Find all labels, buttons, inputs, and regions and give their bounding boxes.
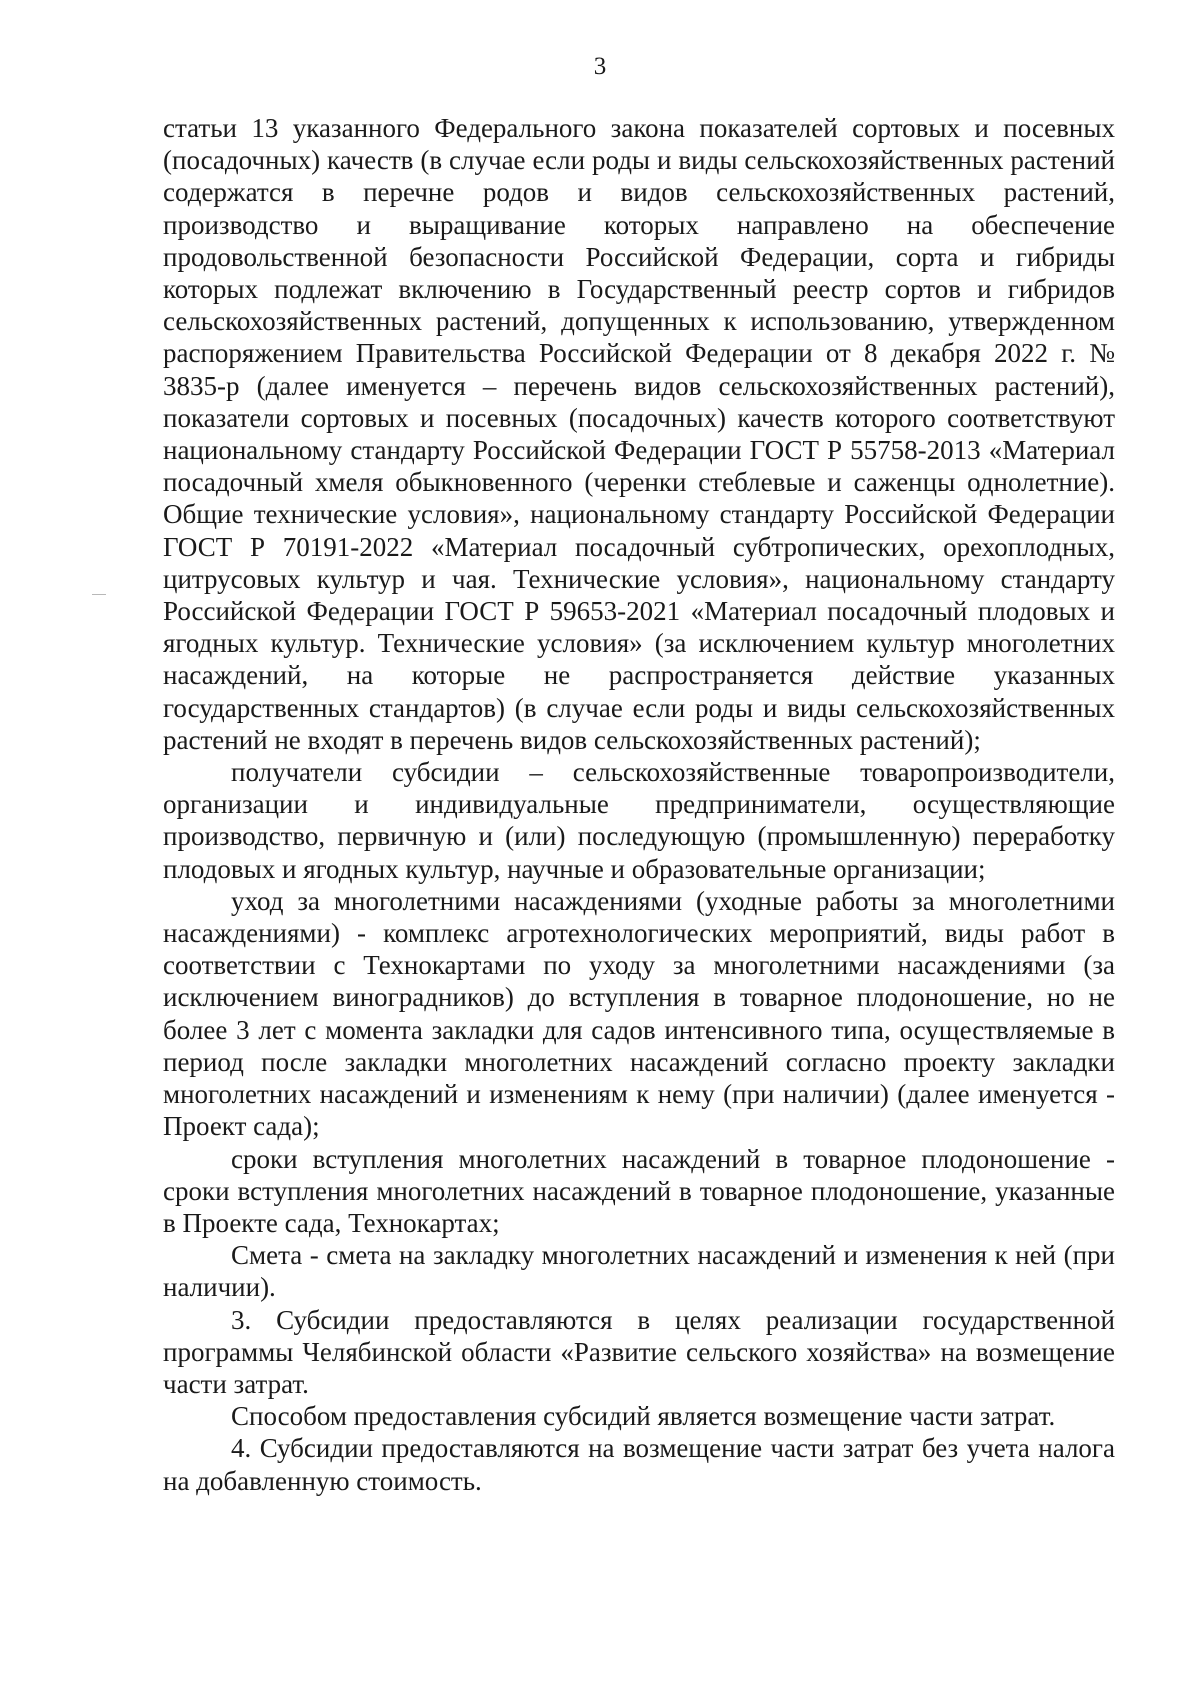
paragraph-subsidy-recipients: получатели субсидии – сельскохозяйственные товаропроизводители, организации и индивидуальные предприниматели, осуществляющие производство, первичную и (или) последующую (промышленную) переработку плодовых и ягодных культур, научные и образовательные организации; (163, 757, 1115, 884)
page-number: 3 (593, 53, 607, 80)
margin-mark (92, 594, 106, 595)
paragraph-estimate: Смета - смета на закладку многолетних насаждений и изменения к ней (при наличии). (163, 1240, 1115, 1303)
paragraph-item-4: 4. Субсидии предоставляются на возмещение части затрат без учета налога на добавленную стоимость. (163, 1433, 1115, 1496)
paragraph-method: Способом предоставления субсидий является возмещение части затрат. (231, 1401, 1056, 1432)
document-body (163, 112, 1115, 1497)
paragraph-continuation: статьи 13 указанного Федерального закона показателей сортовых и посевных (посадочных) качеств (в случае если роды и виды сельскохозяйственных растений содержатся в перечне родов и видов сельскохозяйственных растений, производство и выращивание которых направлено на обеспечение продовольственной безопасности Российской Федерации, сорта и гибриды которых подлежат включению в Государственный реестр сортов и гибридов сельскохозяйственных растений, допущенных к использованию, утвержденном распоряжением Правительства Российской Федерации от 8 декабря 2022 г. № 3835-р (далее именуется – перечень видов сельскохозяйственных растений), показатели сортовых и посевных (посадочных) качеств которого соответствуют национальному стандарту Российской Федерации ГОСТ Р 55758-2013 «Материал посадочный хмеля обыкновенного (черенки стеблевые и саженцы однолетние). Общие технические условия», национальному стандарту Российской Федерации ГОСТ Р 70191-2022 «Материал посадочный субтропических, орехоплодных, цитрусовых культур и чая. Технические условия», национальному стандарту Российской Федерации ГОСТ Р 59653-2021 «Материал посадочный плодовых и ягодных культур. Технические условия» (за исключением культур многолетних насаждений, на которые не распространяется действие указанных государственных стандартов) (в случае если роды и виды сельскохозяйственных растений не входят в перечень видов сельскохозяйственных растений); (163, 113, 1115, 755)
paragraph-plantation-care: уход за многолетними насаждениями (уходные работы за многолетними насаждениями) - комплекс агротехнологических мероприятий, виды работ в соответствии с Технокартами по уходу за многолетними насаждениями (за исключением виноградников) до вступления в товарное плодоношение, но не более 3 лет с момента закладки для садов интенсивного типа, осуществляемые в период после закладки многолетних насаждений согласно проекту закладки многолетних насаждений и изменениям к нему (при наличии) (далее именуется - Проект сада); (163, 885, 1115, 1142)
paragraph-item-3: 3. Субсидии предоставляются в целях реализации государственной программы Челябинской области «Развитие сельского хозяйства» на возмещение части затрат. (163, 1304, 1115, 1399)
paragraph-fruiting-terms: сроки вступления многолетних насаждений в товарное плодоношение - сроки вступления многолетних насаждений в товарное плодоношение, указанные в Проекте сада, Технокартах; (163, 1143, 1115, 1238)
